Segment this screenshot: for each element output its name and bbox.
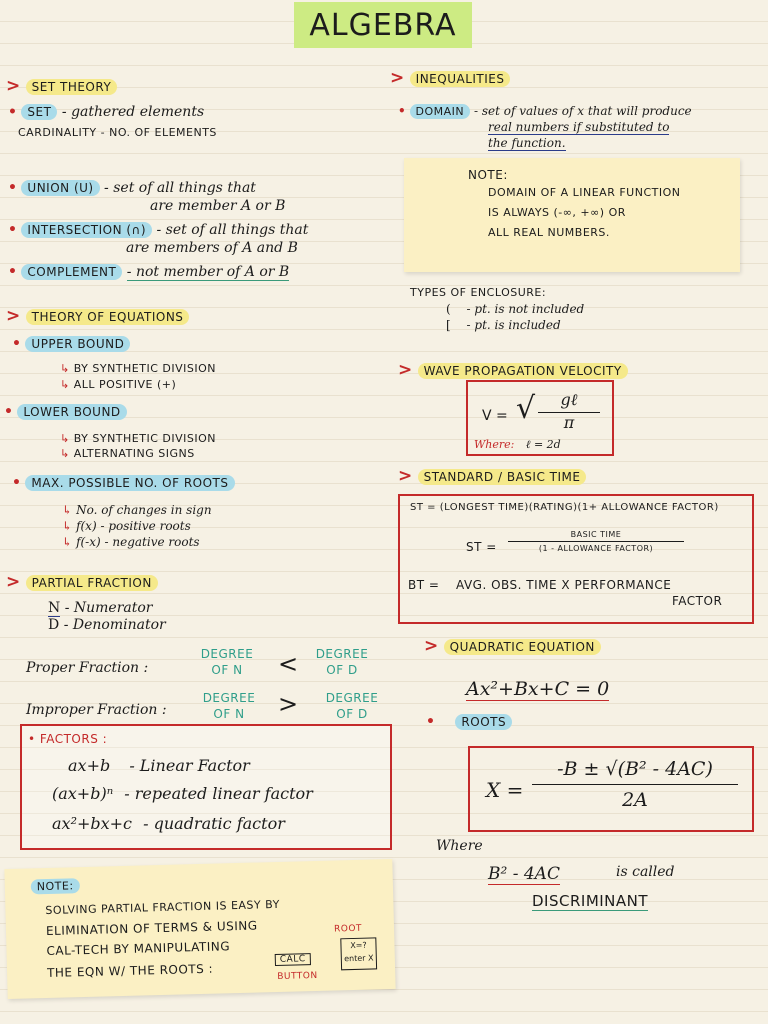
cardinality-line: CARDINALITY - NO. OF ELEMENTS	[18, 126, 217, 139]
quadratic-formula-box	[468, 746, 754, 832]
greater-than-symbol: >	[278, 690, 299, 718]
indent-arrow-icon: ↳	[60, 362, 70, 375]
quadratic-heading: > QUADRATIC EQUATION	[424, 636, 601, 656]
upper-bound-line-2: ↳ ALL POSITIVE (+)	[60, 378, 177, 391]
domain-definition: • DOMAIN - set of values of x that will produce	[398, 104, 692, 118]
bullet-icon: •	[12, 336, 21, 352]
union-definition: • UNION (U) - set of all things that	[8, 180, 256, 196]
where-label: Where	[436, 838, 483, 854]
improper-fraction-label: Improper Fraction :	[26, 702, 167, 718]
proper-degree-d: DEGREE OF D	[315, 647, 369, 677]
indent-arrow-icon: ↳	[60, 432, 70, 445]
bullet-icon: •	[426, 714, 435, 730]
arrow-icon: >	[398, 360, 413, 380]
quadratic-x-label: X =	[486, 778, 524, 802]
enclosure-bracket: [ - pt. is included	[446, 318, 561, 332]
quadratic-fraction: -B ± √(B² - 4AC) 2A	[532, 758, 738, 811]
set-definition: • SET - gathered elements	[8, 104, 205, 120]
indent-arrow-icon: ↳	[62, 519, 73, 533]
bullet-icon: •	[8, 222, 17, 238]
quadratic-equation: Ax²+Bx+C = 0	[466, 678, 610, 700]
wave-heading: > WAVE PROPAGATION VELOCITY	[398, 360, 628, 380]
discriminant-expression: B² - 4AC	[488, 864, 560, 884]
note-line-4: THE EQN W/ THE ROOTS :	[46, 961, 214, 981]
bullet-icon: •	[8, 104, 17, 120]
arrow-icon: >	[424, 636, 439, 656]
bt-formula-right-1: AVG. OBS. TIME X PERFORMANCE	[456, 578, 672, 592]
denominator-line: D - Denominator	[48, 617, 166, 633]
st-formula-2-left: ST =	[466, 540, 497, 554]
st-formula-1: ST = (LONGEST TIME)(RATING)(1+ ALLOWANCE FACTOR)	[410, 502, 719, 513]
indent-arrow-icon: ↳	[62, 535, 73, 549]
max-roots-line-2: ↳ f(x) - positive roots	[62, 519, 191, 533]
indent-arrow-icon: ↳	[60, 378, 70, 391]
velocity-label: V =	[482, 408, 508, 424]
st-formula-2-fraction: BASIC TIME (1 - ALLOWANCE FACTOR)	[508, 530, 684, 553]
upper-bound-line-1: ↳ BY SYNTHETIC DIVISION	[60, 362, 216, 375]
bullet-icon: •	[8, 180, 17, 196]
calc-button-sketch: CALC	[275, 953, 311, 966]
domain-note-label: NOTE:	[468, 168, 508, 182]
factor-repeated: (ax+b)ⁿ - repeated linear factor	[52, 784, 313, 803]
wave-formula-box	[466, 380, 614, 456]
indent-arrow-icon: ↳	[60, 447, 70, 460]
arrow-icon: >	[6, 572, 21, 592]
root-label: ROOT	[333, 923, 363, 935]
standard-time-heading: > STANDARD / BASIC TIME	[398, 466, 586, 486]
arrow-icon: >	[6, 76, 21, 96]
bullet-icon: •	[4, 404, 13, 420]
bullet-icon: •	[398, 104, 406, 118]
numerator-line: N - Numerator	[48, 600, 153, 616]
intersection-definition: • INTERSECTION (∩) - set of all things that	[8, 222, 309, 238]
sqrt-symbol: √	[516, 391, 536, 426]
max-roots-line-1: ↳ No. of changes in sign	[62, 503, 212, 517]
domain-definition-3: the function.	[488, 136, 566, 150]
less-than-symbol: <	[278, 650, 299, 678]
is-called-label: is called	[616, 864, 675, 880]
bt-formula-left: BT =	[408, 578, 440, 592]
max-roots: • MAX. POSSIBLE NO. OF ROOTS	[12, 475, 235, 491]
intersection-definition-2: are members of A and B	[126, 240, 298, 256]
domain-definition-2: real numbers if substituted to	[488, 120, 670, 134]
discriminant-label: DISCRIMINANT	[532, 892, 649, 910]
partial-fraction-heading: > PARTIAL FRACTION	[6, 572, 158, 592]
improper-degree-d: DEGREE OF D	[325, 691, 379, 721]
lower-bound: • LOWER BOUND	[4, 404, 127, 420]
improper-degree-n: DEGREE OF N	[202, 691, 256, 721]
enclosure-heading: TYPES OF ENCLOSURE:	[410, 286, 547, 299]
upper-bound: • UPPER BOUND	[12, 336, 130, 352]
root-query-sketch: X=? enter X	[340, 937, 377, 970]
lower-bound-line-1: ↳ BY SYNTHETIC DIVISION	[60, 432, 216, 445]
wave-fraction: gℓ π	[538, 390, 600, 432]
factors-box	[20, 724, 392, 850]
proper-degree-n: DEGREE OF N	[200, 647, 254, 677]
max-roots-line-3: ↳ f(-x) - negative roots	[62, 535, 200, 549]
domain-note	[404, 158, 740, 272]
domain-note-line-2: IS ALWAYS (-∞, +∞) OR	[488, 206, 626, 219]
domain-note-line-3: ALL REAL NUMBERS.	[488, 226, 610, 239]
wave-where: Where: ℓ = 2d	[474, 438, 561, 451]
note-line-3: CAL-TECH BY MANIPULATING	[46, 939, 231, 959]
complement-definition: • COMPLEMENT - not member of A or B	[8, 264, 290, 280]
factors-heading: • FACTORS :	[28, 732, 108, 746]
union-definition-2: are member A or B	[150, 198, 286, 214]
note-label: NOTE:	[31, 879, 80, 893]
lower-bound-line-2: ↳ ALTERNATING SIGNS	[60, 447, 195, 460]
note-line-2: ELIMINATION OF TERMS & USING	[45, 918, 258, 939]
indent-arrow-icon: ↳	[62, 503, 73, 517]
factor-quadratic: ax²+bx+c - quadratic factor	[52, 814, 285, 833]
bt-formula-right-2: FACTOR	[672, 594, 723, 608]
theory-equations-heading: > THEORY OF EQUATIONS	[6, 306, 189, 326]
inequalities-heading: > INEQUALITIES	[390, 68, 510, 88]
page-title: ALGEBRA	[294, 2, 472, 48]
arrow-icon: >	[398, 466, 413, 486]
enclosure-parenthesis: ( - pt. is not included	[446, 302, 585, 316]
bullet-icon: •	[28, 732, 40, 746]
set-theory-heading: > SET THEORY	[6, 76, 117, 96]
roots-label: • ROOTS	[426, 714, 512, 730]
factor-linear: ax+b - Linear Factor	[68, 756, 250, 775]
button-label: BUTTON	[277, 970, 318, 982]
note-line-1: SOLVING PARTIAL FRACTION IS EASY BY	[45, 897, 280, 918]
domain-note-line-1: DOMAIN OF A LINEAR FUNCTION	[488, 186, 681, 199]
arrow-icon: >	[6, 306, 21, 326]
partial-fraction-note	[4, 859, 395, 999]
proper-fraction-label: Proper Fraction :	[26, 660, 149, 676]
bullet-icon: •	[12, 475, 21, 491]
bullet-icon: •	[8, 264, 17, 280]
standard-time-box	[398, 494, 754, 624]
arrow-icon: >	[390, 68, 405, 88]
